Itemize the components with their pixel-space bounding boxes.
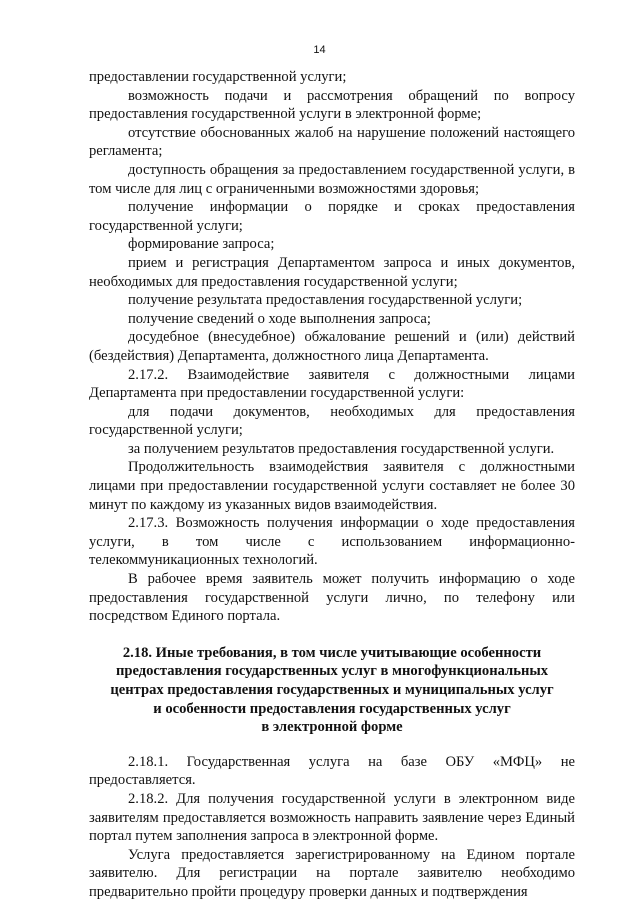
paragraph: для подачи документов, необходимых для предоставления государственной услуги; <box>89 403 575 439</box>
paragraphs-top <box>89 68 575 626</box>
paragraph: Услуга предоставляется зарегистрированному на Едином портале заявителю. Для регистрации на портале заявителю необходимо предварительно пройти процедуру проверки данных и подтверждения <box>89 846 575 900</box>
paragraph: за получением результатов предоставления государственной услуги. <box>128 440 555 457</box>
paragraphs-bottom <box>89 753 575 902</box>
paragraph: отсутствие обоснованных жалоб на нарушение положений настоящего регламента; <box>89 124 575 160</box>
paragraph: формирование запроса; <box>128 236 275 253</box>
paragraph: 2.18.2. Для получения государственной услуги в электронном виде заявителям предоставляется возможность направить заявление через Единый портал путем заполнения запроса в электронной форме. <box>89 790 575 845</box>
heading-line: и особенности предоставления государственных услуг <box>153 700 511 717</box>
document-body <box>89 68 575 902</box>
section-heading <box>89 644 575 737</box>
heading-line: в электронной форме <box>261 719 403 736</box>
paragraph: возможность подачи и рассмотрения обращений по вопросу предоставления государственной услуги в электронной форме; <box>89 87 575 123</box>
paragraph: В рабочее время заявитель может получить информацию о ходе предоставления государственной услуги лично, по телефону или посредством Единого портала. <box>89 571 575 625</box>
paragraph: 2.17.3. Возможность получения информации о ходе предоставления услуги, в том числе с использованием информационно-телекоммуникационных технологий. <box>89 515 575 569</box>
paragraph: доступность обращения за предоставлением государственной услуги, в том числе для лиц с ограниченными возможностями здоровья; <box>89 161 575 197</box>
heading-line: центрах предоставления государственных и муниципальных услуг <box>110 682 554 698</box>
paragraph: предоставлении государственной услуги; <box>89 69 347 85</box>
paragraph: прием и регистрация Департаментом запроса и иных документов, необходимых для предоставления государственной услуги; <box>89 254 575 290</box>
paragraph: получение информации о порядке и сроках предоставления государственной услуги; <box>89 199 575 234</box>
heading-line: предоставления государственных услуг в многофункциональных <box>115 663 549 680</box>
heading-line: 2.18. Иные требования, в том числе учитывающие особенности <box>122 644 542 661</box>
paragraph: Продолжительность взаимодействия заявителя с должностными лицами при предоставлении государственной услуги составляет не более 30 минут по каждому из указанных видов взаимодействия. <box>89 459 575 513</box>
paragraph: получение результата предоставления государственной услуги; <box>128 292 523 309</box>
page-number: 14 <box>313 44 326 56</box>
paragraph: 2.17.2. Взаимодействие заявителя с должностными лицами Департамента при предоставлении государственной услуги: <box>89 366 575 402</box>
paragraph: досудебное (внесудебное) обжалование решений и (или) действий (бездействия) Департамента, должностного лица Департамента. <box>89 329 575 364</box>
paragraph: получение сведений о ходе выполнения запроса; <box>128 310 431 327</box>
paragraph: 2.18.1. Государственная услуга на базе ОБУ «МФЦ» не предоставляется. <box>89 753 575 789</box>
